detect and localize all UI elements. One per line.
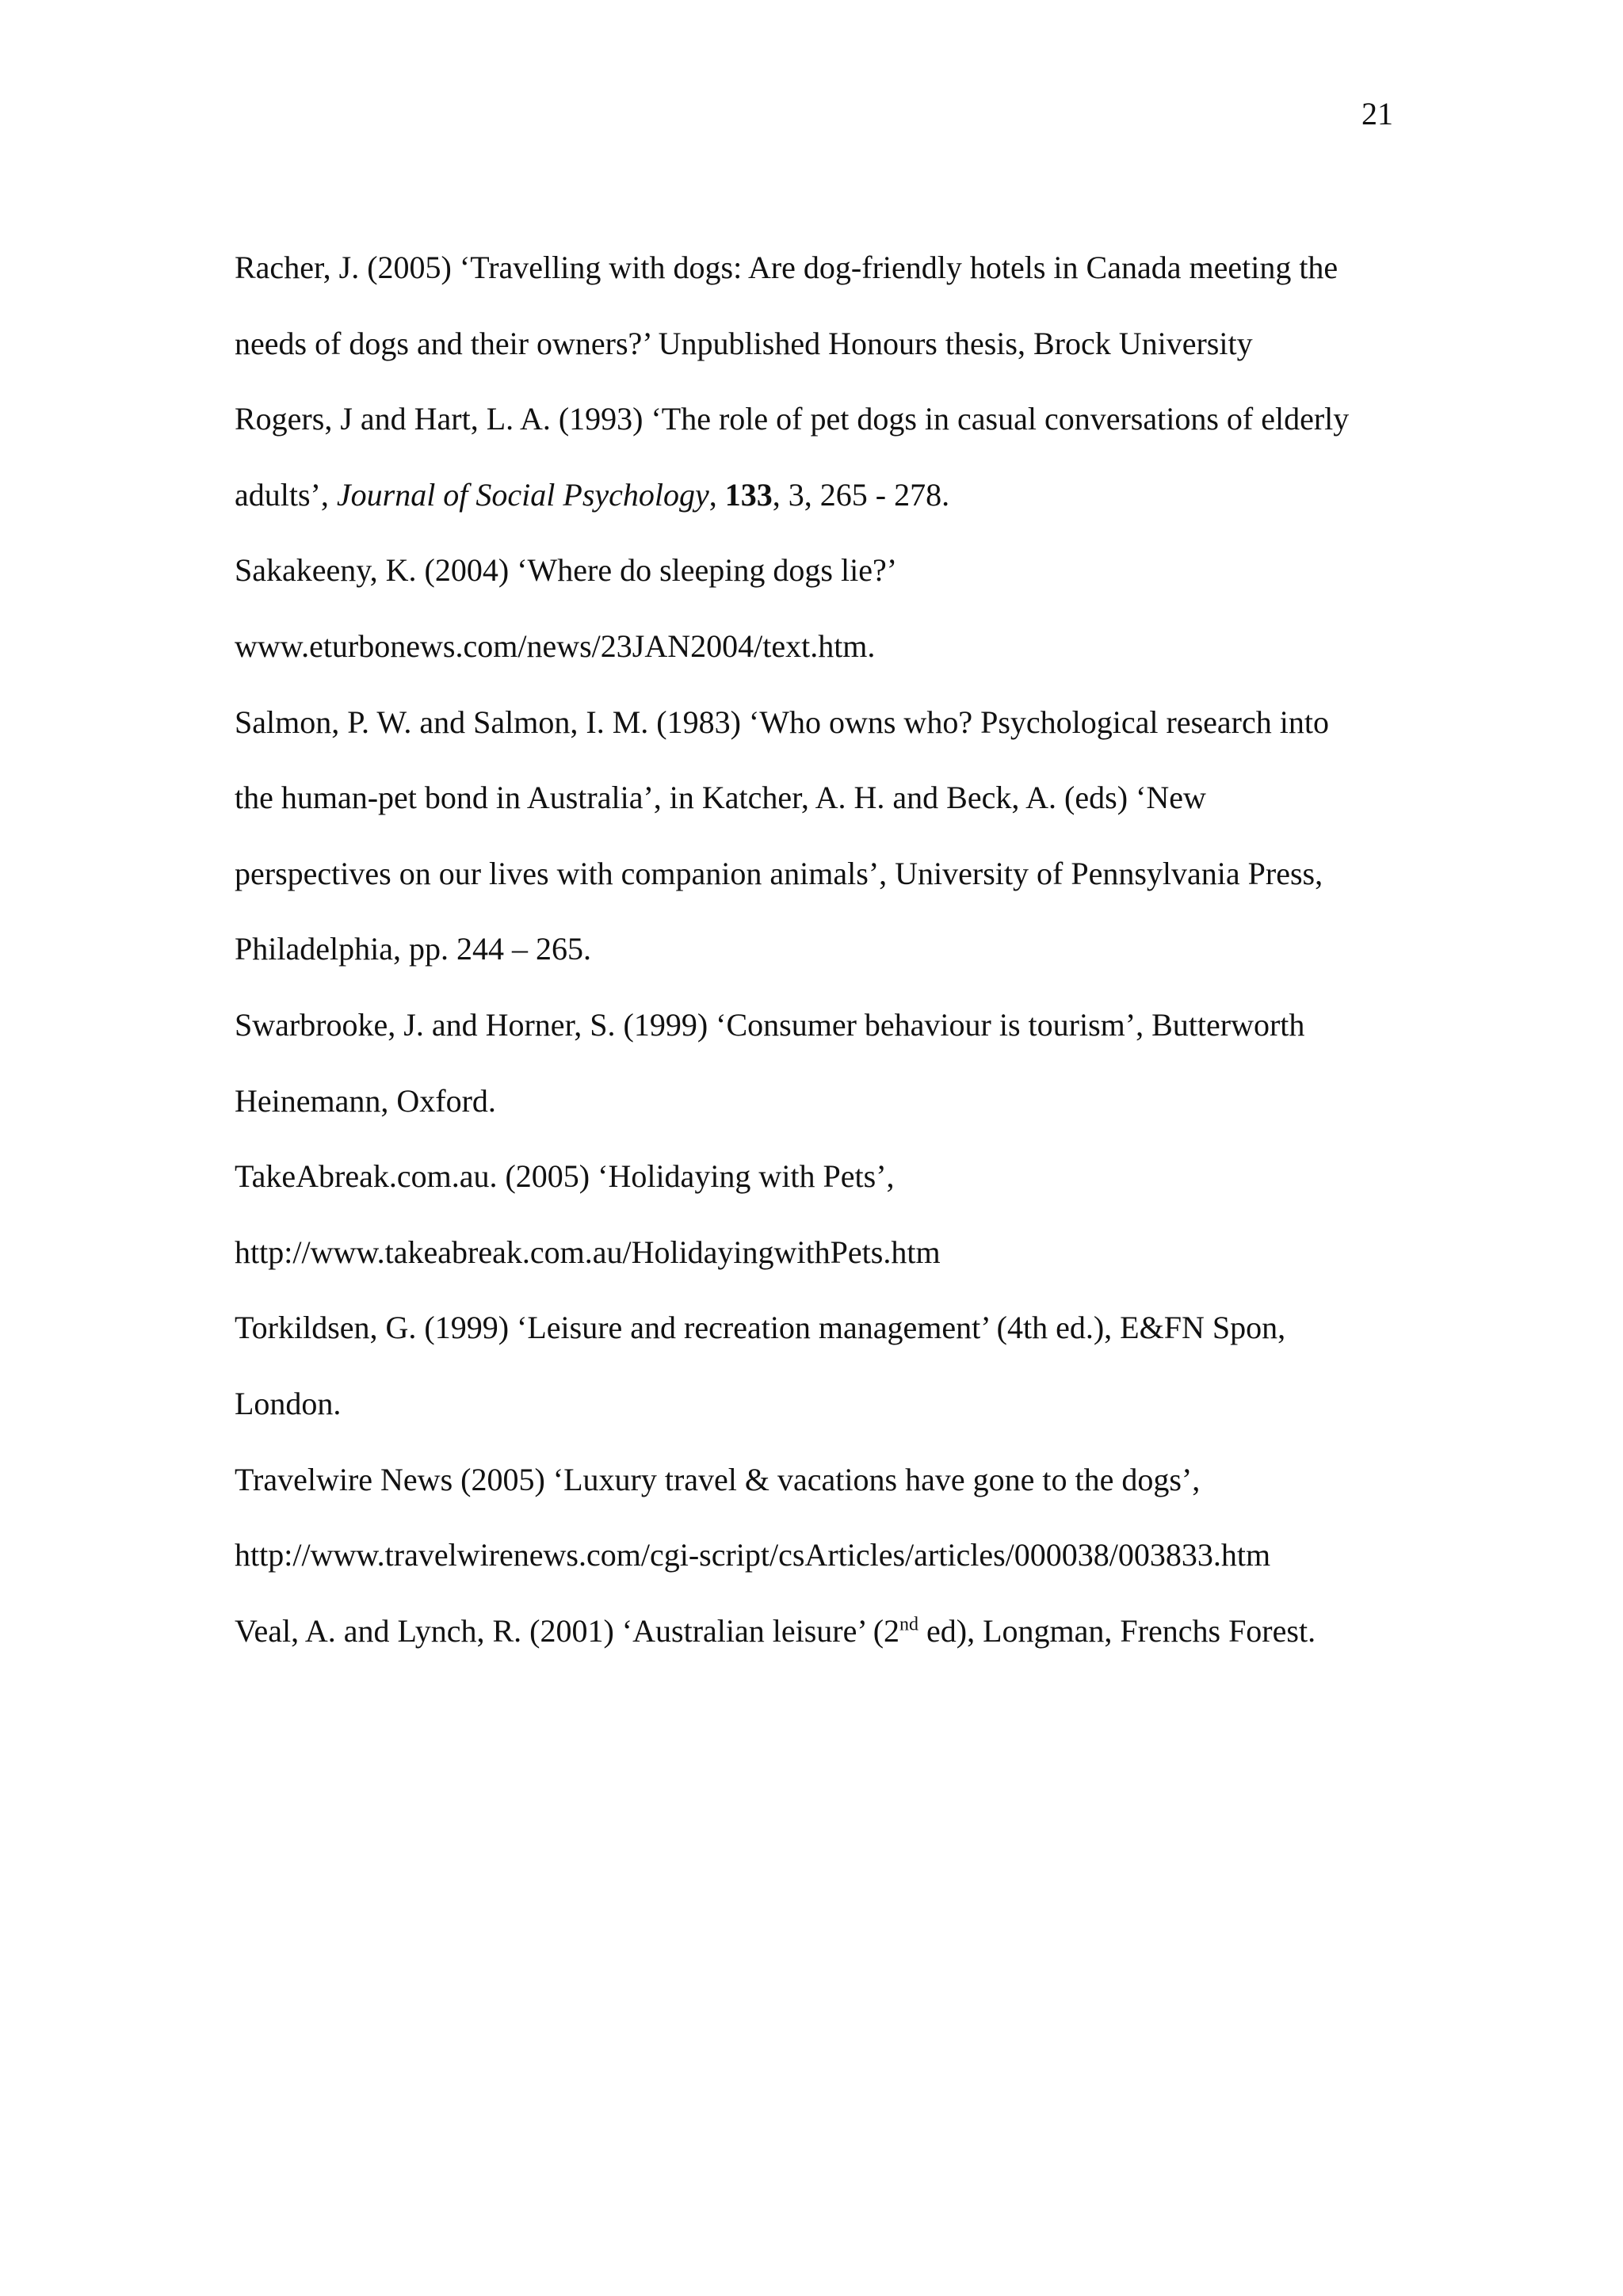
reference-line: the human-pet bond in Australia’, in Katcher, A. H. and Beck, A. (eds) ‘New [235,780,1206,816]
reference-text: ed), Longman, Frenchs Forest. [918,1612,1316,1649]
reference-line: Heinemann, Oxford. [235,1082,496,1119]
reference-entry [235,987,1423,1138]
reference-text: , [708,476,725,513]
reference-line: Sakakeeny, K. (2004) ‘Where do sleeping dogs lie?’ [235,552,898,589]
reference-entry [235,230,1423,381]
reference-list [235,230,1423,1669]
reference-line: Racher, J. (2005) ‘Travelling with dogs: Are dog-friendly hotels in Canada meeting the [235,250,1338,285]
reference-line: Salmon, P. W. and Salmon, I. M. (1983) ‘Who owns who? Psychological research into [235,704,1329,740]
page-number: 21 [1361,96,1393,132]
reference-entry [235,1290,1423,1441]
reference-entry [235,1138,1423,1290]
reference-entry [235,685,1423,987]
reference-line: needs of dogs and their owners?’ Unpublished Honours thesis, Brock University [235,325,1253,361]
reference-line: Rogers, J and Hart, L. A. (1993) ‘The role of pet dogs in casual conversations of elderly [235,401,1350,437]
reference-line: Torkildsen, G. (1999) ‘Leisure and recreation management’ (4th ed.), E&FN Spon, [235,1310,1286,1346]
journal-title: Journal of Social Psychology [336,476,709,513]
reference-entry [235,381,1423,532]
reference-line: London. [235,1385,342,1421]
reference-entry [235,1593,1423,1669]
reference-url: http://www.travelwirenews.com/cgi-script/csArticles/articles/000038/003833.htm [235,1537,1271,1573]
reference-line: perspectives on our lives with companion animals’, University of Pennsylvania Press, [235,855,1323,891]
reference-line [235,1593,1423,1669]
reference-url: http://www.takeabreak.com.au/HolidayingwithPets.htm [235,1234,941,1270]
reference-url: www.eturbonews.com/news/23JAN2004/text.htm. [235,627,876,664]
reference-line [235,457,1423,533]
reference-line: Swarbrooke, J. and Horner, S. (1999) ‘Consumer behaviour is tourism’, Butterworth [235,1006,1305,1043]
reference-entry [235,1442,1423,1593]
reference-line: Philadelphia, pp. 244 – 265. [235,931,591,967]
reference-text: Veal, A. and Lynch, R. (2001) ‘Australian leisure’ (2 [235,1612,900,1649]
reference-line: TakeAbreak.com.au. (2005) ‘Holidaying with Pets’, [235,1158,895,1195]
reference-entry [235,532,1423,684]
reference-text: , 3, 265 - 278. [772,476,950,513]
journal-volume: 133 [724,476,773,513]
ordinal-suffix: nd [899,1614,919,1635]
reference-line: Travelwire News (2005) ‘Luxury travel & vacations have gone to the dogs’, [235,1461,1201,1497]
reference-text: adults’, [235,476,337,513]
